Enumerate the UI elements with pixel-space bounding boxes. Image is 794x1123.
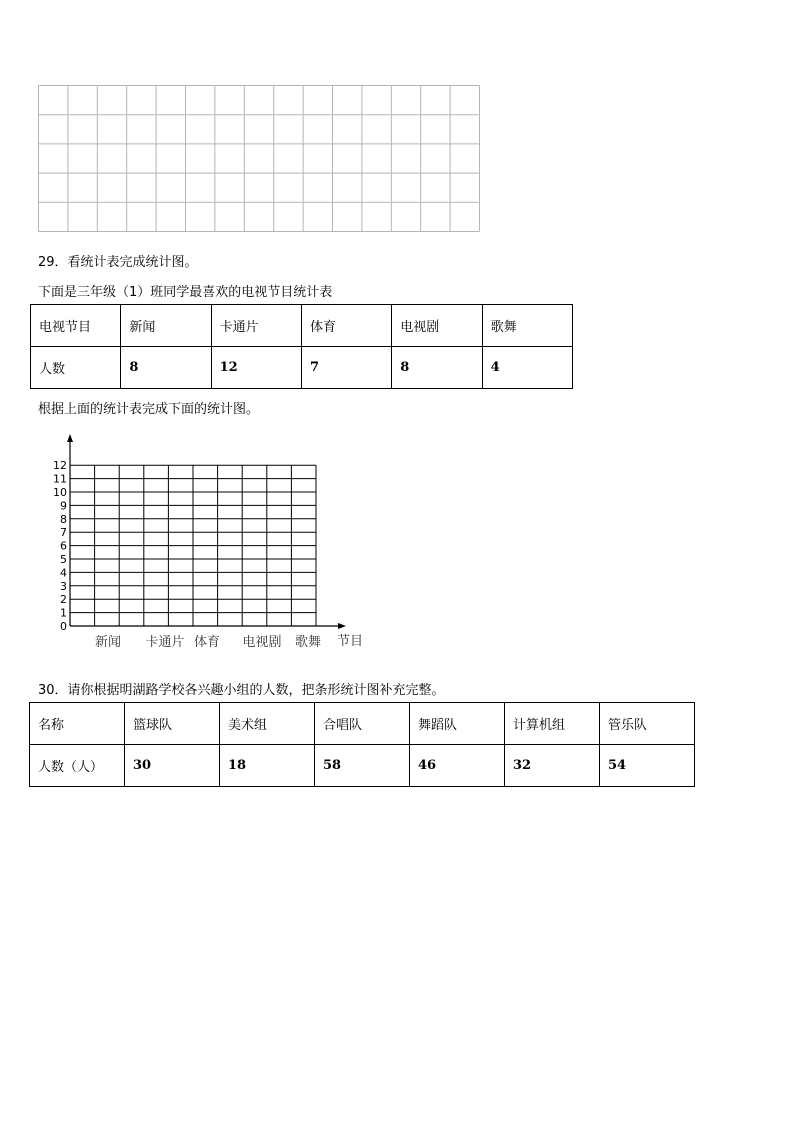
group-name: 舞蹈队 bbox=[410, 703, 505, 745]
y-tick-label: 4 bbox=[60, 566, 67, 580]
tv-program-table bbox=[30, 304, 573, 389]
group-count: 54 bbox=[600, 745, 695, 787]
interest-group-table bbox=[29, 702, 695, 787]
group-count: 46 bbox=[410, 745, 505, 787]
table-row bbox=[30, 703, 695, 745]
question-29-title: 29．看统计表完成统计图。 bbox=[38, 255, 198, 270]
y-tick-label: 2 bbox=[60, 593, 67, 607]
question-30-title: 30．请你根据明湖路学校各兴趣小组的人数，把条形统计图补充完整。 bbox=[38, 683, 445, 698]
group-name: 管乐队 bbox=[600, 703, 695, 745]
program-name: 体育 bbox=[301, 305, 391, 347]
y-tick-label: 12 bbox=[53, 459, 67, 473]
chart-instruction: 根据上面的统计表完成下面的统计图。 bbox=[38, 402, 260, 417]
row-header: 名称 bbox=[30, 703, 125, 745]
x-axis-label: 节目 bbox=[337, 634, 364, 649]
table-row bbox=[31, 347, 573, 389]
y-tick-label: 1 bbox=[60, 606, 67, 620]
group-count: 18 bbox=[220, 745, 315, 787]
table-caption: 下面是三年级（1）班同学最喜欢的电视节目统计表 bbox=[38, 285, 333, 300]
group-name: 计算机组 bbox=[505, 703, 600, 745]
y-tick-label: 8 bbox=[60, 512, 67, 526]
program-count: 12 bbox=[211, 347, 301, 389]
y-axis-arrow-icon bbox=[67, 434, 73, 442]
y-tick-label: 6 bbox=[60, 539, 67, 553]
x-category-label: 体育 bbox=[193, 635, 221, 650]
x-category-label: 新闻 bbox=[94, 635, 122, 650]
program-name: 新闻 bbox=[121, 305, 211, 347]
program-name: 电视剧 bbox=[392, 305, 482, 347]
x-category-label: 卡通片 bbox=[145, 635, 185, 650]
table-row bbox=[30, 745, 695, 787]
x-category-label: 电视剧 bbox=[242, 635, 282, 650]
program-count: 8 bbox=[392, 347, 482, 389]
blank-grid bbox=[38, 85, 480, 233]
row-header: 电视节目 bbox=[31, 305, 121, 347]
y-tick-label: 5 bbox=[60, 553, 67, 566]
group-count: 32 bbox=[505, 745, 600, 787]
x-axis-arrow-icon bbox=[338, 623, 346, 629]
table-row bbox=[31, 305, 573, 347]
group-count: 58 bbox=[315, 745, 410, 787]
y-tick-label: 3 bbox=[60, 579, 67, 593]
row-label: 人数 bbox=[31, 347, 121, 389]
program-count: 4 bbox=[482, 347, 572, 389]
program-count: 7 bbox=[301, 347, 391, 389]
bar-chart-grid bbox=[40, 430, 380, 655]
y-tick-label: 9 bbox=[60, 499, 67, 513]
row-label: 人数（人） bbox=[30, 745, 125, 787]
group-name: 合唱队 bbox=[315, 703, 410, 745]
y-tick-label: 11 bbox=[53, 472, 67, 486]
y-tick-label: 0 bbox=[60, 620, 67, 633]
y-tick-label: 7 bbox=[60, 526, 67, 540]
x-category-label: 歌舞 bbox=[294, 635, 322, 650]
group-count: 30 bbox=[125, 745, 220, 787]
program-count: 8 bbox=[121, 347, 211, 389]
group-name: 美术组 bbox=[220, 703, 315, 745]
y-tick-label: 10 bbox=[53, 486, 67, 499]
group-name: 篮球队 bbox=[125, 703, 220, 745]
program-name: 歌舞 bbox=[482, 305, 572, 347]
program-name: 卡通片 bbox=[211, 305, 301, 347]
